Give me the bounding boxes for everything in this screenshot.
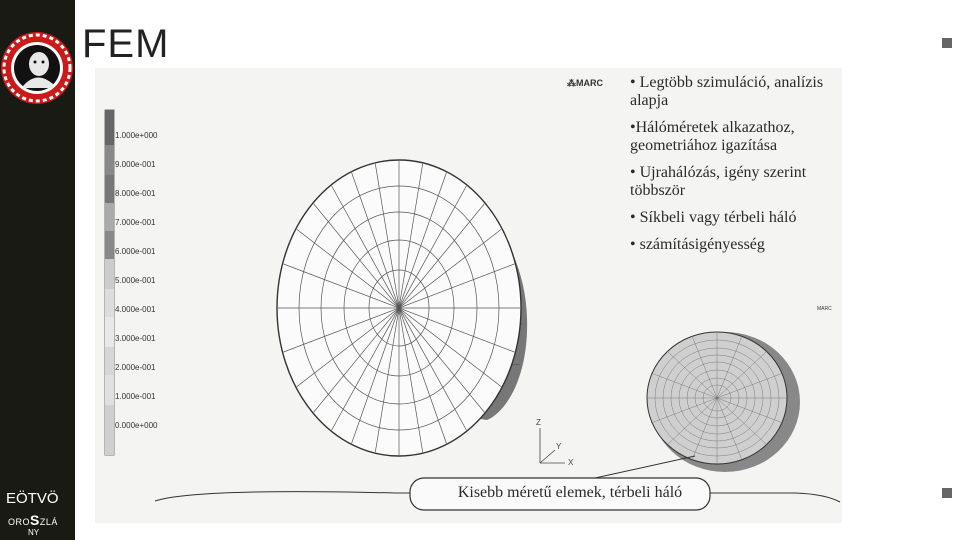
callout-label: Kisebb méretű elemek, térbeli háló bbox=[457, 484, 683, 501]
sidebar bbox=[0, 0, 75, 540]
sidebar-line-1: EÖTVÖ bbox=[6, 490, 59, 507]
bullet-item: • számításigényesség bbox=[630, 236, 765, 253]
legend-label: 6.000e-001 bbox=[115, 247, 156, 256]
university-seal-icon bbox=[0, 28, 75, 108]
bullet-item: • Ujrahálózás, igény szerint többször bbox=[630, 164, 807, 199]
legend-label: 4.000e-001 bbox=[115, 305, 156, 314]
sidebar-line-2: OROSZLÁ bbox=[8, 512, 58, 528]
deco-square-top bbox=[942, 38, 952, 48]
deco-square-bottom bbox=[942, 488, 952, 498]
legend-label: 2.000e-001 bbox=[115, 363, 156, 372]
bullet-item: •Hálóméretek alkazathoz, geometriához igazítása bbox=[630, 119, 795, 154]
scanned-figure bbox=[95, 68, 842, 523]
slide-title: FEM bbox=[82, 22, 170, 66]
marc-icon: ⁂ bbox=[567, 78, 576, 88]
legend-label: 9.000e-001 bbox=[115, 160, 156, 169]
software-logo-small: MARC bbox=[817, 306, 832, 312]
legend-label: 3.000e-001 bbox=[115, 334, 156, 343]
bullet-item: • Síkbeli vagy térbeli háló bbox=[630, 209, 797, 226]
bullet-list bbox=[630, 74, 840, 263]
axis-z-label: Z bbox=[536, 418, 541, 427]
legend-label: 5.000e-001 bbox=[115, 276, 156, 285]
software-logo: ⁂MARC bbox=[567, 78, 603, 88]
sidebar-line-3: NY bbox=[28, 528, 40, 537]
legend-label: 1.000e+000 bbox=[115, 131, 158, 140]
axis-x-label: X bbox=[568, 458, 574, 467]
legend-label: 7.000e-001 bbox=[115, 218, 156, 227]
axis-y-label: Y bbox=[556, 442, 562, 451]
legend-bar bbox=[105, 110, 114, 455]
bullet-item: • Legtöbb szimuláció, analízis alapja bbox=[630, 74, 824, 109]
legend-label: 1.000e-001 bbox=[115, 392, 156, 401]
legend-label: 8.000e-001 bbox=[115, 189, 156, 198]
legend-label: 0.000e+000 bbox=[115, 421, 158, 430]
